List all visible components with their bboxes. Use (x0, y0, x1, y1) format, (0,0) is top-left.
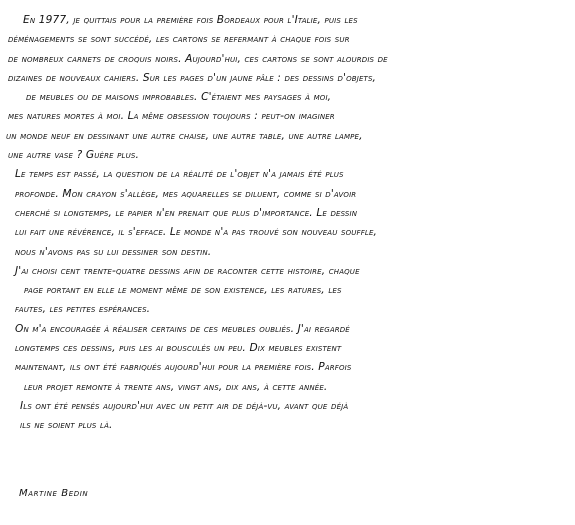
text-line: lui fait une révérence, il s'efface. Le monde n'a pas trouvé son nouveau souffle, (15, 226, 378, 239)
handwritten-text-block (6, 11, 572, 436)
text-line: Ils ont été pensés aujourd'hui avec un petit air de déjà-vu, avant que déjà (20, 399, 349, 412)
text-line: fautes, les petites espérances. (15, 303, 151, 316)
text-line: longtemps ces dessins, puis les ai bousculés un peu. Dix meubles existent (15, 342, 342, 355)
text-line: cherché si longtemps, le papier n'en prenait que plus d'importance. Le dessin (15, 206, 358, 219)
text-line: une autre vase ? Guère plus. (8, 149, 139, 162)
text-line: déménagements se sont succédé, les cartons se refermant à chaque fois sur (8, 33, 350, 46)
text-line: profonde. Mon crayon s'allège, mes aquarelles se diluent, comme si d'avoir (15, 187, 357, 200)
text-line: ils ne soient plus là. (20, 419, 113, 432)
text-line: de meubles ou de maisons improbables. C'étaient mes paysages à moi, (26, 91, 332, 104)
text-line: page portant en elle le moment même de son existence, les ratures, les (24, 284, 342, 297)
text-line: leur projet remonte à trente ans, vingt ans, dix ans, à cette année. (24, 380, 328, 393)
text-line: un monde neuf en dessinant une autre chaise, une autre table, une autre lampe, (6, 129, 363, 142)
text-line: Le temps est passé, la question de la réalité de l'objet n'a jamais été plus (15, 168, 344, 181)
text-line: En 1977, je quittais pour la première fois Bordeaux pour l'Italie, puis les (23, 14, 358, 26)
text-line: maintenant, ils ont été fabriqués aujourd'hui pour la première fois. Parfois (15, 361, 352, 374)
text-line: nous n'avons pas su lui dessiner son destin. (15, 245, 212, 258)
text-line: On m'a encouragée à réaliser certains de ces meubles oubliés. J'ai regardé (15, 322, 350, 335)
text-line: dizaines de nouveaux cahiers. Sur les pages d'un jaune pâle : des dessins d'objets, (8, 71, 377, 84)
text-line: J'ai choisi cent trente-quatre dessins afin de raconter cette histoire, chaque (15, 264, 360, 277)
author-signature: Martine Bedin (19, 488, 89, 499)
text-line: de nombreux carnets de croquis noirs. Aujourd'hui, ces cartons se sont alourdis de (8, 52, 388, 65)
text-line: mes natures mortes à moi. La même obsession toujours : peut-on imaginer (8, 110, 335, 123)
